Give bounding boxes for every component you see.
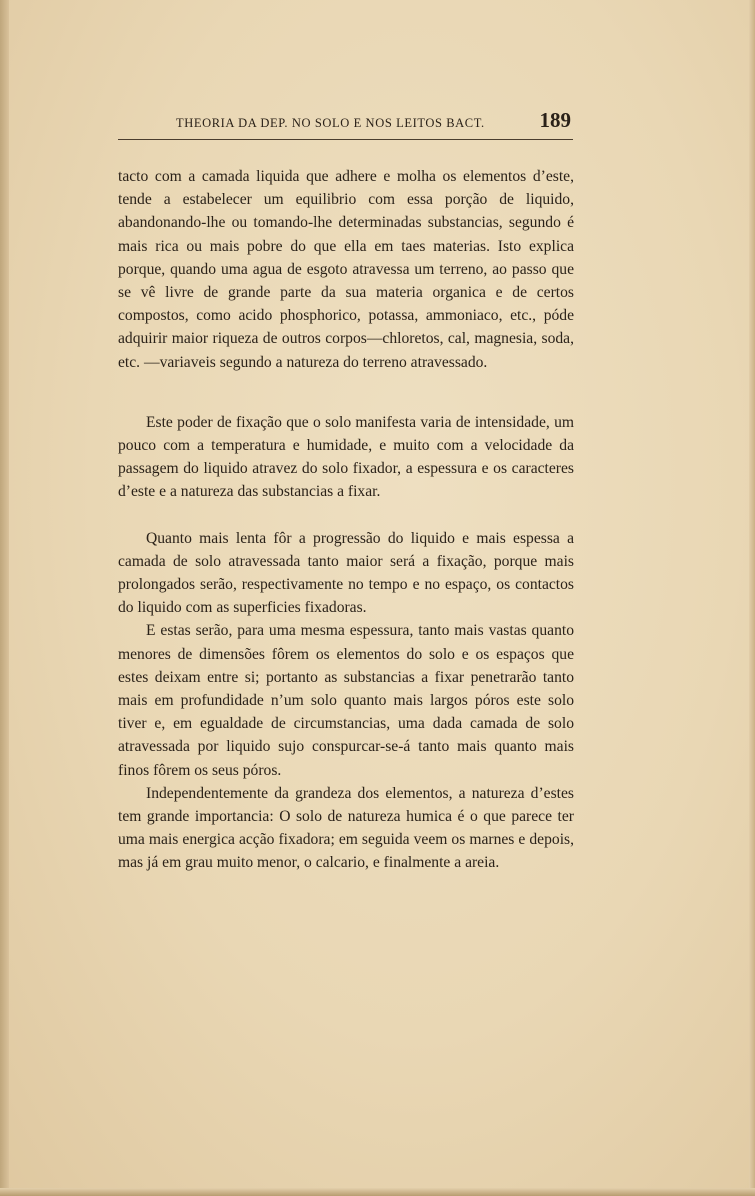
header-rule [118,139,573,140]
paragraph-3: Quanto mais lenta fôr a progressão do liquido e mais espessa a camada de solo atravessada tanto maior será a fixação, porque mais prolongados serão, respectivamente no tempo e no espaço, os contactos do liquido com as superficies fixadoras. [118,529,574,617]
paragraph-gap [118,374,574,411]
paragraph-gap [118,504,574,527]
page-bottom-edge [0,1188,755,1196]
paragraph-5: Independentemente da grandeza dos elementos, a natureza d’estes tem grande importancia: O solo de natureza humica é o que parece ter uma mais energica acção fixadora; em seguida veem os marnes e depois, mas já em grau muito menor, o calcario, e finalmente a areia. [118,784,574,872]
body-text [118,165,574,875]
paragraph-1: tacto com a camada liquida que adhere e molha os elementos d’este, tende a estabelecer um equilibrio com essa porção de liquido, abandonando-lhe ou tomando-lhe determinadas substancias, segundo é mais rica ou mais pobre do que ella em taes materias. Isto explica porque, quando uma agua de esgoto atravessa um terreno, ao passo que se vê livre de grande parte da sua materia organica e de certos compostos, como acido phosphorico, potassa, ammoniaco, etc., póde adquirir maior riqueza de outros corpos—chloretos, cal, magnesia, soda, etc. —variaveis segundo a natureza do terreno atravessado. [118,168,574,371]
running-title: THEORIA DA DEP. NO SOLO E NOS LEITOS BACT. [176,116,485,130]
page-header [118,108,573,138]
page-right-edge [749,0,755,1196]
page-left-edge [0,0,9,1196]
paragraph-2: Este poder de fixação que o solo manifesta varia de intensidade, um pouco com a temperatura e humidade, e muito com a velocidade da passagem do liquido atravez do solo fixador, a espessura e os caracteres d’este e a natureza das substancias a fixar. [118,413,574,501]
page-number: 189 [539,108,571,132]
paragraph-4: E estas serão, para uma mesma espessura, tanto mais vastas quanto menores de dimensões fôrem os elementos do solo e os espaços que estes deixam entre si; portanto as substancias a fixar penetrarão tanto mais em profundidade n’um solo quanto mais largos póros este solo tiver e, em egualdade de circumstancias, uma dada camada de solo atravessada por liquido sujo conspurcar-se-á tanto mais quanto mais finos fôrem os seus póros. [118,622,574,779]
